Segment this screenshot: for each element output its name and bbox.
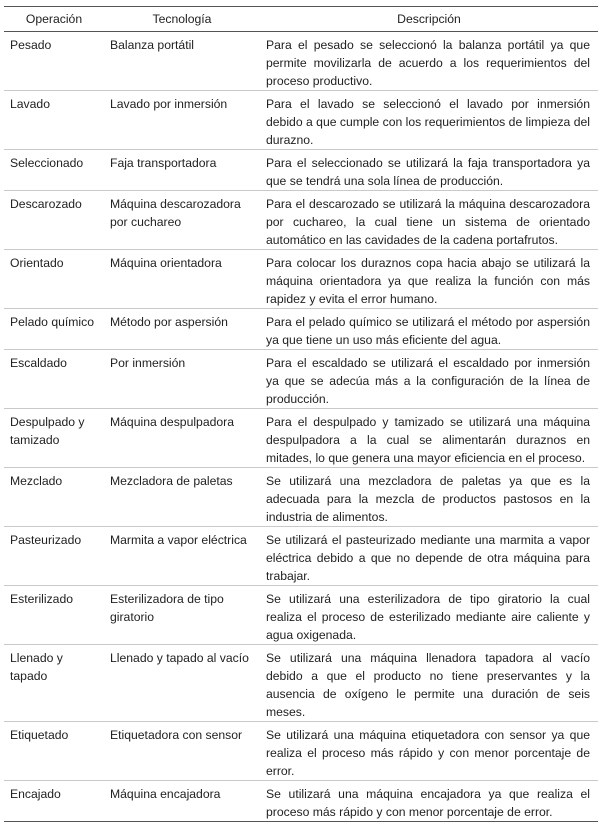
cell-descripcion: Para el escaldado se utilizará el escaldado por inmersión ya que se adecúa más a la configuración de la línea de producción. <box>260 350 598 409</box>
table-row <box>4 722 598 781</box>
cell-tecnologia: Esterilizadora de tipo giratorio <box>104 586 260 645</box>
cell-tecnologia: Máquina descarozadora por cuchareo <box>104 191 260 250</box>
cell-descripcion: Para el descarozado se utilizará la máquina descarozadora por cuchareo, la cual tiene un sistema de orientado automático en las cavidades de la cadena portafrutos. <box>260 191 598 250</box>
cell-operacion: Escaldado <box>4 350 104 409</box>
cell-descripcion: Se utilizará una mezcladora de paletas ya que es la adecuada para la mezcla de productos pastosos en la industria de alimentos. <box>260 468 598 527</box>
cell-descripcion: Se utilizará una máquina llenadora tapadora al vacío debido a que el producto no tiene preservantes y la ausencia de oxígeno le permite una duración de seis meses. <box>260 645 598 722</box>
table-header <box>4 7 598 32</box>
header-tecnologia: Tecnología <box>104 7 260 32</box>
cell-operacion: Encajado <box>4 781 104 822</box>
table-row <box>4 191 598 250</box>
cell-descripcion: Para el seleccionado se utilizará la faja transportadora ya que se tendrá una sola línea de producción. <box>260 150 598 191</box>
cell-tecnologia: Máquina orientadora <box>104 250 260 309</box>
table-row <box>4 91 598 150</box>
cell-descripcion: Para el lavado se seleccionó el lavado por inmersión debido a que cumple con los requerimientos de limpieza del durazno. <box>260 91 598 150</box>
table-row <box>4 781 598 822</box>
cell-descripcion: Para el pesado se seleccionó la balanza portátil ya que permite movilizarla de acuerdo a los requerimientos del proceso productivo. <box>260 32 598 91</box>
table-body <box>4 32 598 822</box>
table-row <box>4 468 598 527</box>
cell-operacion: Pasteurizado <box>4 527 104 586</box>
cell-operacion: Descarozado <box>4 191 104 250</box>
table-row <box>4 309 598 350</box>
cell-operacion: Orientado <box>4 250 104 309</box>
cell-tecnologia: Mezcladora de paletas <box>104 468 260 527</box>
cell-operacion: Pelado químico <box>4 309 104 350</box>
table-row <box>4 586 598 645</box>
cell-descripcion: Se utilizará una máquina encajadora ya que realiza el proceso más rápido y con menor porcentaje de error. <box>260 781 598 822</box>
cell-operacion: Lavado <box>4 91 104 150</box>
cell-tecnologia: Lavado por inmersión <box>104 91 260 150</box>
cell-operacion: Llenado y tapado <box>4 645 104 722</box>
cell-tecnologia: Etiquetadora con sensor <box>104 722 260 781</box>
header-descripcion: Descripción <box>260 7 598 32</box>
cell-descripcion: Para el despulpado y tamizado se utilizará una máquina despulpadora a la cual se alimentarán duraznos en mitades, lo que genera una mayor eficiencia en el proceso. <box>260 409 598 468</box>
header-row <box>4 7 598 32</box>
table-row <box>4 527 598 586</box>
cell-operacion: Mezclado <box>4 468 104 527</box>
cell-tecnologia: Balanza portátil <box>104 32 260 91</box>
cell-descripcion: Para colocar los duraznos copa hacia abajo se utilizará la máquina orientadora ya que realiza la función con más rapidez y evita el error humano. <box>260 250 598 309</box>
cell-tecnologia: Por inmersión <box>104 350 260 409</box>
cell-tecnologia: Máquina despulpadora <box>104 409 260 468</box>
cell-operacion: Esterilizado <box>4 586 104 645</box>
cell-operacion: Seleccionado <box>4 150 104 191</box>
technology-table <box>4 6 598 822</box>
cell-operacion: Despulpado y tamizado <box>4 409 104 468</box>
cell-descripcion: Se utilizará el pasteurizado mediante una marmita a vapor eléctrica debido a que no depende de otra máquina para trabajar. <box>260 527 598 586</box>
table-row <box>4 645 598 722</box>
cell-descripcion: Para el pelado químico se utilizará el método por aspersión ya que tiene un uso más eficiente del agua. <box>260 309 598 350</box>
cell-descripcion: Se utilizará una esterilizadora de tipo giratorio la cual realiza el proceso de esterilizado mediante aire caliente y agua oxigenada. <box>260 586 598 645</box>
cell-descripcion: Se utilizará una máquina etiquetadora con sensor ya que realiza el proceso más rápido y con menor porcentaje de error. <box>260 722 598 781</box>
header-operacion: Operación <box>4 7 104 32</box>
cell-operacion: Etiquetado <box>4 722 104 781</box>
table-row <box>4 350 598 409</box>
cell-tecnologia: Llenado y tapado al vacío <box>104 645 260 722</box>
table-row <box>4 150 598 191</box>
table-row <box>4 250 598 309</box>
cell-tecnologia: Marmita a vapor eléctrica <box>104 527 260 586</box>
cell-operacion: Pesado <box>4 32 104 91</box>
cell-tecnologia: Faja transportadora <box>104 150 260 191</box>
table-row <box>4 32 598 91</box>
cell-tecnologia: Método por aspersión <box>104 309 260 350</box>
cell-tecnologia: Máquina encajadora <box>104 781 260 822</box>
table-row <box>4 409 598 468</box>
